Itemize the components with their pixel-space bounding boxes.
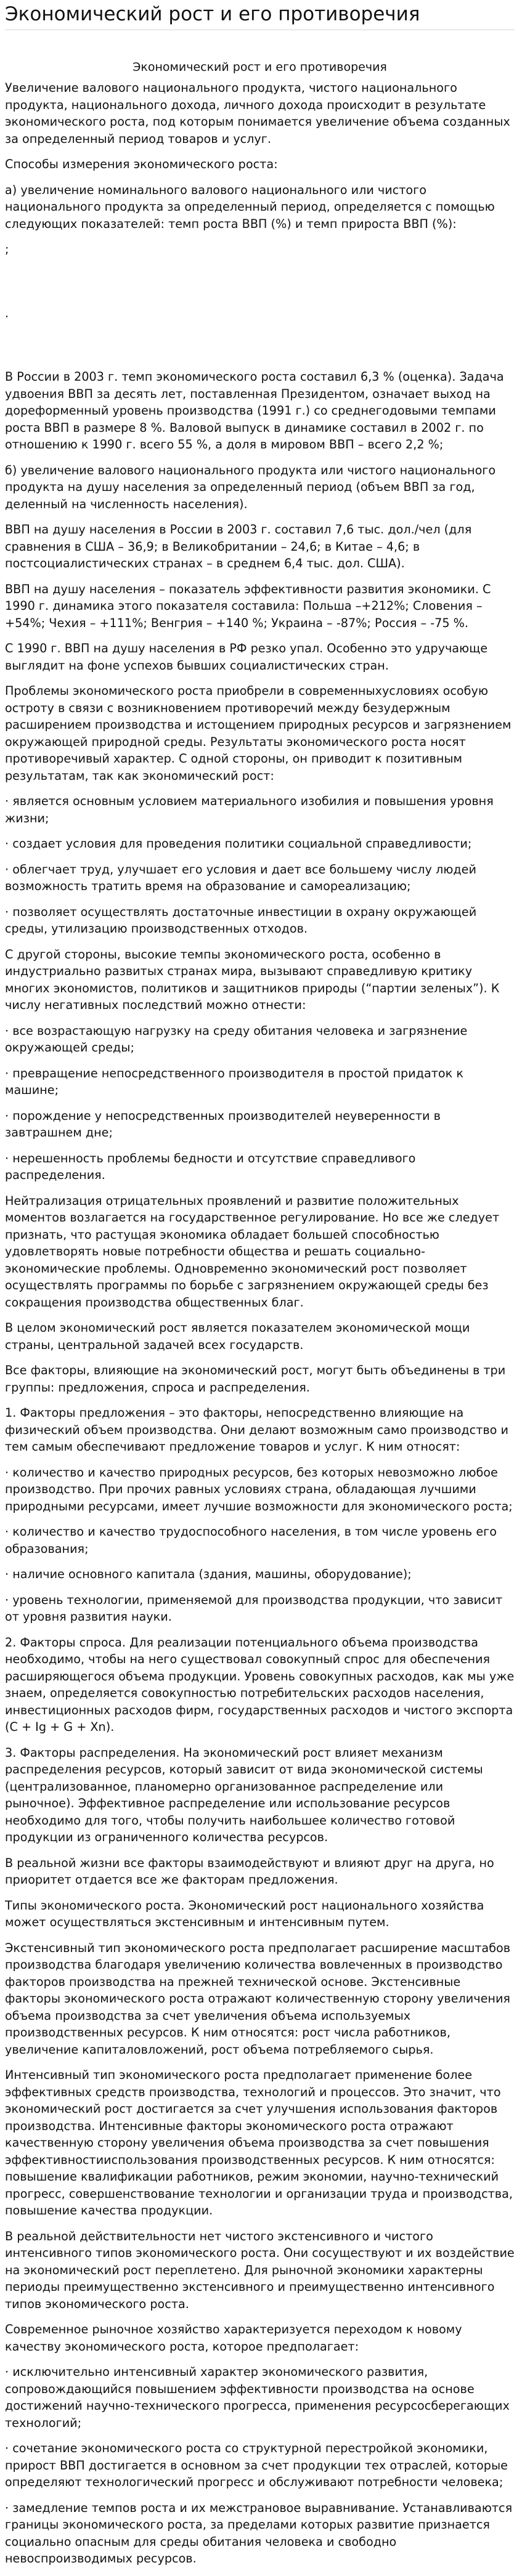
list-item: · превращение непосредственного производителя в простой придаток к машине; [5, 1066, 463, 1097]
formula-placeholder [5, 330, 515, 368]
paragraph: б) увеличение валового национального продукта или чистого национального продукта на душу населения за определенный период (объем ВВП за год, деленный на численность населения). [5, 463, 496, 511]
page-title: Экономический рост и его противоречия [5, 3, 420, 25]
list-item: · является основным условием материального изобилия и повышения уровня жизни; [5, 794, 494, 825]
paragraph: Способы измерения экономического роста: [5, 157, 278, 171]
paragraph: Экстенсивный тип экономического роста предполагает расширение масштабов производства благодаря увеличению количества вовлеченных в производство факторов производства на прежней технической основе. Экстенсивные факторы экономического роста отражают количественную сторону увеличения объема производства за счет увеличения объема используемых производственных ресурсов. К ним относятся: рост числа работников, увеличение капиталовложений, рост объема потребляемого сырья. [5, 1940, 511, 2057]
paragraph: Современное рыночное хозяйство характеризуется переходом к новому качеству экономического роста, которое предполагает: [5, 2322, 462, 2354]
paragraph: Все факторы, влияющие на экономический рост, могут быть объединены в три группы: предложения, спроса и распределения. [5, 1363, 506, 1395]
paragraph: С 1990 г. ВВП на душу населения в РФ резко упал. Особенно это удручающе выглядит на фоне успехов бывших социалистических стран. [5, 641, 488, 673]
article-subtitle: Экономический рост и его противоречия [133, 60, 387, 74]
list-item: · исключительно интенсивный характер экономического развития, сопровождающийся повышением эффективности производства на основе достижений научно-технического прогресса, применения ресурсосберегающих технологий; [5, 2365, 510, 2430]
paragraph: ВВП на душу населения в России в 2003 г. составил 7,6 тыс. дол./чел (для сравнения в США – 36,9; в Великобритании – 24,6; в Китае – 4,6; в постсоциалистических странах – в среднем 6,4 тыс. дол. США). [5, 522, 472, 570]
paragraph: ; [5, 242, 9, 256]
paragraph: Типы экономического роста. Экономический рост национального хозяйства может осуществляться экстенсивным и интенсивным путем. [5, 1898, 484, 1929]
paragraph: 2. Факторы спроса. Для реализации потенциального объема производства необходимо, чтобы на него существовал совокупный спрос для обеспечения расширяющегося объема продукции. Уровень совокупных расходов, как мы уже знаем, определяется совокупностью потребительских расходов населения, инвестиционных расходов фирм, государственных расходов и чистого экспорта (C + Ig + G + Xn). [5, 1635, 515, 1734]
article-body [5, 79, 515, 2567]
paragraph: 1. Факторы предложения – это факторы, непосредственно влияющие на физический объем производства. Они делают возможным само производство и тем самым обеспечивают предложение товаров и услуг. К ним относят: [5, 1406, 508, 1454]
paragraph: В России в 2003 г. темп экономического роста составил 6,3 % (оценка). Задача удвоения ВВП за десять лет, поставленная Президентом, означает выход на дореформенный уровень производства (1991 г.) со среднегодовыми темпами роста ВВП в размере 8 %. Валовой выпуск в динамике составил в 2002 г. по отношению к 1990 г. всего 55 %, а доля в мировом ВВП – всего 2,2 %; [5, 370, 504, 452]
paragraph: а) увеличение номинального валового национального или чистого национального продукта за определенный период, определяется с помощью следующих показателей: темп роста ВВП (%) и темп прироста ВВП (%): [5, 182, 495, 231]
list-item: · количество и качество трудоспособного населения, в том числе уровень его образования; [5, 1525, 497, 1556]
list-item: · порождение у непосредственных производителей неуверенности в завтрашнем дне; [5, 1108, 441, 1140]
paragraph: Проблемы экономического роста приобрели в современныхусловиях особую остроту в связи с возникновением противоречий между безудержным расширением производства и истощением природных ресурсов и загрязнением окружающей природной среды. Результаты экономического роста носят противоречивый характер. С одной стороны, он приводит к позитивным результатам, так как экономический рост: [5, 684, 512, 783]
paragraph: 3. Факторы распределения. На экономический рост влияет механизм распределения ресурсов, который зависит от вида экономической системы (централизованное, планомерно организованное распределение или рыночное). Эффективное распределение или использование ресурсов необходимо для того, чтобы получить наибольшее количество готовой продукции из ограниченного количества ресурсов. [5, 1745, 483, 1844]
list-item: · позволяет осуществлять достаточные инвестиции в охрану окружающей среды, утилизацию производственных отходов. [5, 904, 477, 936]
paragraph: С другой стороны, высокие темпы экономического роста, особенно в индустриально развитых странах мира, вызывают справедливую критику многих экономистов, политиков и защитников природы (“партии зеленых”). К числу негативных последствий можно отнести: [5, 947, 500, 1012]
list-item: · создает условия для проведения политики социальной справедливости; [5, 836, 472, 851]
list-item: · все возрастающую нагрузку на среду обитания человека и загрязнение окружающей среды; [5, 1023, 468, 1055]
paragraph: В реальной действительности нет чистого экстенсивного и чистого интенсивного типов экономического роста. Они сосуществуют и их воздействие на экономический рост переплетено. Для рыночной экономики характерны периоды преимущественно экстенсивного и преимущественно интенсивного типов экономического роста. [5, 2229, 515, 2311]
paragraph: . [5, 306, 9, 320]
formula-placeholder [5, 267, 515, 305]
list-item: · уровень технологии, применяемой для производства продукции, что зависит от уровня развития науки. [5, 1592, 503, 1624]
list-item: · количество и качество природных ресурсов, без которых невозможно любое производство. При прочих равных условиях страна, обладающая лучшими природными ресурсами, имеет лучшие возможности для экономического роста; [5, 1465, 513, 1513]
list-item: · облегчает труд, улучшает его условия и дает все большему числу людей возможность тратить время на образование и самореализацию; [5, 862, 476, 893]
list-item: · замедление темпов роста и их межстрановое выравнивание. Устанавливаются границы экономического роста, за пределами которых развитие признается социально опасным для среды обитания человека и свободно невоспроизводимых ресурсов. [5, 2500, 513, 2566]
paragraph: Увеличение валового национального продукта, чистого национального продукта, национального дохода, личного дохода происходит в результате экономического роста, под которым понимается увеличение объема созданных за определенный период товаров и услуг. [5, 81, 510, 146]
list-item: · сочетание экономического роста со структурной перестройкой экономики, прирост ВВП достигается в основном за счет продукции тех отраслей, которые определяют технологический прогресс и обслуживают потребности человека; [5, 2441, 508, 2489]
list-item: · наличие основного капитала (здания, машины, оборудование); [5, 1567, 412, 1581]
paragraph: В целом экономический рост является показателем экономической мощи страны, центральной задачей всех государств. [5, 1321, 470, 1352]
list-item: · нерешенность проблемы бедности и отсутствие справедливого распределения. [5, 1151, 416, 1182]
paragraph: Нейтрализация отрицательных проявлений и развитие положительных моментов возлагается на государственное регулирование. Но все же следует признать, что растущая экономика обладает большей способностью удовлетворять новые потребности общества и решать социально-экономические проблемы. Одновременно экономический рост позволяет осуществлять программы по борьбе с загрязнением окружающей среды без сокращения производства общественных благ. [5, 1193, 500, 1310]
paragraph: Интенсивный тип экономического роста предполагает применение более эффективных средств производства, технологий и процессов. Это значит, что экономический рост достигается за счет улучшения использования факторов производства. Интенсивные факторы экономического роста отражают качественную сторону увеличения объема производства за счет повышения эффективностииспользования производственных ресурсов. К ним относятся: повышение квалификации работников, режим экономии, научно-технический прогресс, совершенствование технологии и организации труда и производства, повышение качества продукции. [5, 2068, 513, 2218]
paragraph: В реальной жизни все факторы взаимодействуют и влияют друг на друга, но приоритет отдается все же факторам предложения. [5, 1855, 494, 1887]
paragraph: ВВП на душу населения – показатель эффективности развития экономики. С 1990 г. динамика этого показателя составила: Польша –+212%; Словения –+54%; Чехия – +111%; Венгрия – +140 %; Украина – -87%; Россия – -75 %. [5, 581, 491, 630]
